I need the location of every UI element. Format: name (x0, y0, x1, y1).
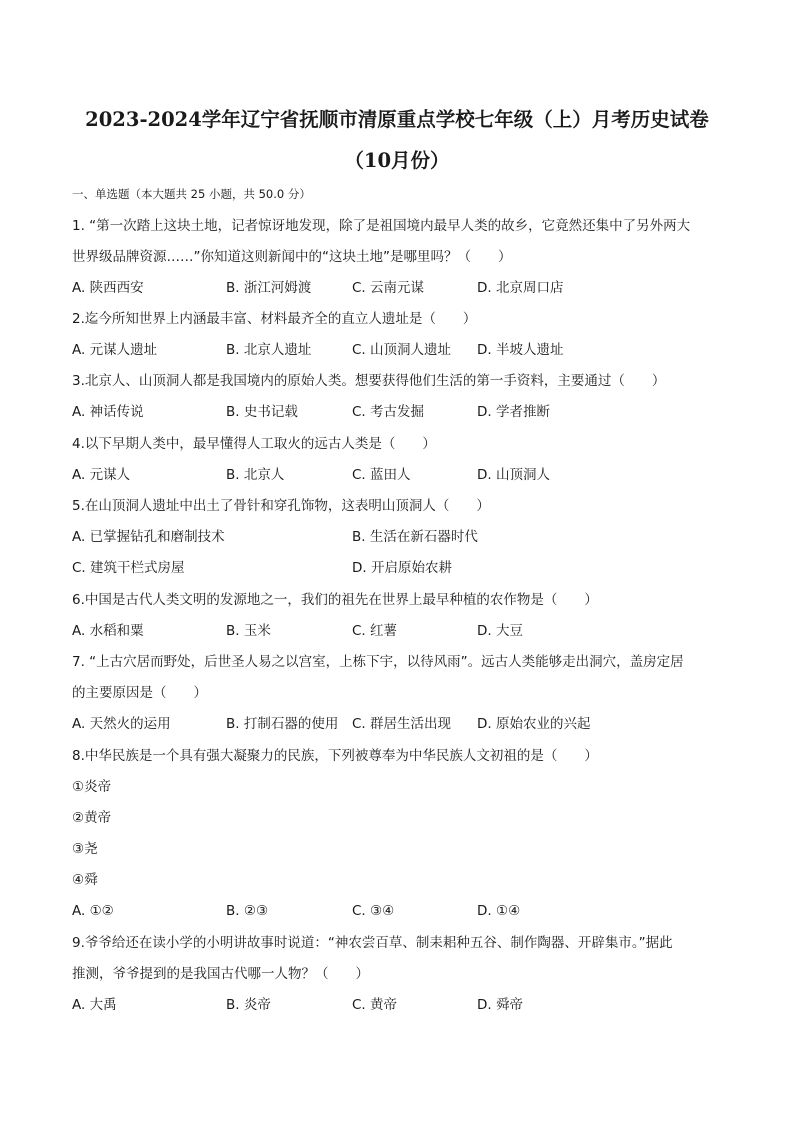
question-7-text-line-2: 的主要原因是（ ） (72, 685, 207, 701)
question-9-option-c: C. 黄帝 (352, 997, 398, 1013)
question-2-option-c: C. 山顶洞人遗址 (352, 342, 452, 358)
question-7-text-line-1: 7. “上古穴居而野处，后世圣人易之以宫室，上栋下宇，以待风雨”。远古人类能够走出洞穴，盖房定居 (72, 654, 684, 670)
question-6-text: 6.中国是古代人类文明的发源地之一，我们的祖先在世界上最早种植的农作物是（ ） (72, 592, 598, 608)
question-1-option-c: C. 云南元谋 (352, 280, 425, 296)
question-9-text-line-1: 9.爷爷给还在读小学的小明讲故事时说道：“神农尝百草、制耒耜种五谷、制作陶器、开辟集市。”据此 (72, 935, 673, 951)
exam-title: 2023-2024学年辽宁省抚顺市清原重点学校七年级（上）月考历史试卷 (85, 108, 709, 131)
question-4-option-a: A. 元谋人 (72, 467, 131, 483)
question-4-option-b: B. 北京人 (226, 467, 285, 483)
question-7-option-d: D. 原始农业的兴起 (477, 716, 591, 732)
question-5-option-c: C. 建筑干栏式房屋 (72, 560, 185, 576)
question-4-text: 4.以下早期人类中，最早懂得人工取火的远古人类是（ ） (72, 436, 436, 452)
question-8-item-2: ②黄帝 (72, 810, 112, 826)
question-1-text-line-1: 1. “第一次踏上这块土地，记者惊讶地发现，除了是祖国境内最早人类的故乡，它竟然还集中了另外两大 (72, 218, 691, 234)
question-1-option-d: D. 北京周口店 (477, 280, 564, 296)
question-3-option-b: B. 史书记载 (226, 404, 298, 420)
question-7-option-c: C. 群居生活出现 (352, 716, 452, 732)
question-6-option-d: D. 大豆 (477, 623, 523, 639)
question-1-text-line-2: 世界级品牌资源……”你知道这则新闻中的“这块土地”是哪里吗？（ ） (72, 249, 512, 265)
question-3-text: 3.北京人、山顶洞人都是我国境内的原始人类。想要获得他们生活的第一手资料，主要通过（ ） (72, 373, 666, 389)
question-8-option-c: C. ③④ (352, 903, 395, 919)
section-heading: 一、单选题（本大题共 25 小题，共 50.0 分） (72, 187, 311, 201)
question-6-option-a: A. 水稻和粟 (72, 623, 144, 639)
question-8-option-b: B. ②③ (226, 903, 269, 919)
question-9-option-a: A. 大禹 (72, 997, 117, 1013)
question-1-option-a: A. 陕西西安 (72, 280, 144, 296)
question-5-option-a: A. 已掌握钻孔和磨制技术 (72, 529, 225, 545)
question-5-option-d: D. 开启原始农耕 (352, 560, 452, 576)
question-7-option-b: B. 打制石器的使用 (226, 716, 339, 732)
question-3-option-c: C. 考古发掘 (352, 404, 425, 420)
question-1-option-b: B. 浙江河姆渡 (226, 280, 312, 296)
question-9-text-line-2: 推测，爷爷提到的是我国古代哪一人物？（ ） (72, 966, 369, 982)
question-2-option-b: B. 北京人遗址 (226, 342, 312, 358)
question-8-option-a: A. ①② (72, 903, 114, 919)
question-4-option-c: C. 蓝田人 (352, 467, 411, 483)
question-2-text: 2.迄今所知世界上内涵最丰富、材料最齐全的直立人遗址是（ ） (72, 311, 477, 327)
question-8-item-1: ①炎帝 (72, 779, 112, 795)
exam-subtitle: （10月份） (344, 149, 450, 172)
question-7-option-a: A. 天然火的运用 (72, 716, 171, 732)
question-8-item-3: ③尧 (72, 841, 98, 857)
question-8-option-d: D. ①④ (477, 903, 521, 919)
question-6-option-c: C. 红薯 (352, 623, 398, 639)
question-5-text: 5.在山顶洞人遗址中出土了骨针和穿孔饰物，这表明山顶洞人（ ） (72, 498, 490, 514)
question-9-option-d: D. 舜帝 (477, 997, 523, 1013)
question-3-option-d: D. 学者推断 (477, 404, 550, 420)
question-9-option-b: B. 炎帝 (226, 997, 271, 1013)
question-2-option-a: A. 元谋人遗址 (72, 342, 158, 358)
question-4-option-d: D. 山顶洞人 (477, 467, 550, 483)
question-8-item-4: ④舜 (72, 872, 98, 888)
question-2-option-d: D. 半坡人遗址 (477, 342, 564, 358)
question-5-option-b: B. 生活在新石器时代 (352, 529, 478, 545)
question-8-text: 8.中华民族是一个具有强大凝聚力的民族，下列被尊奉为中华民族人文初祖的是（ ） (72, 748, 598, 764)
question-3-option-a: A. 神话传说 (72, 404, 144, 420)
question-6-option-b: B. 玉米 (226, 623, 271, 639)
